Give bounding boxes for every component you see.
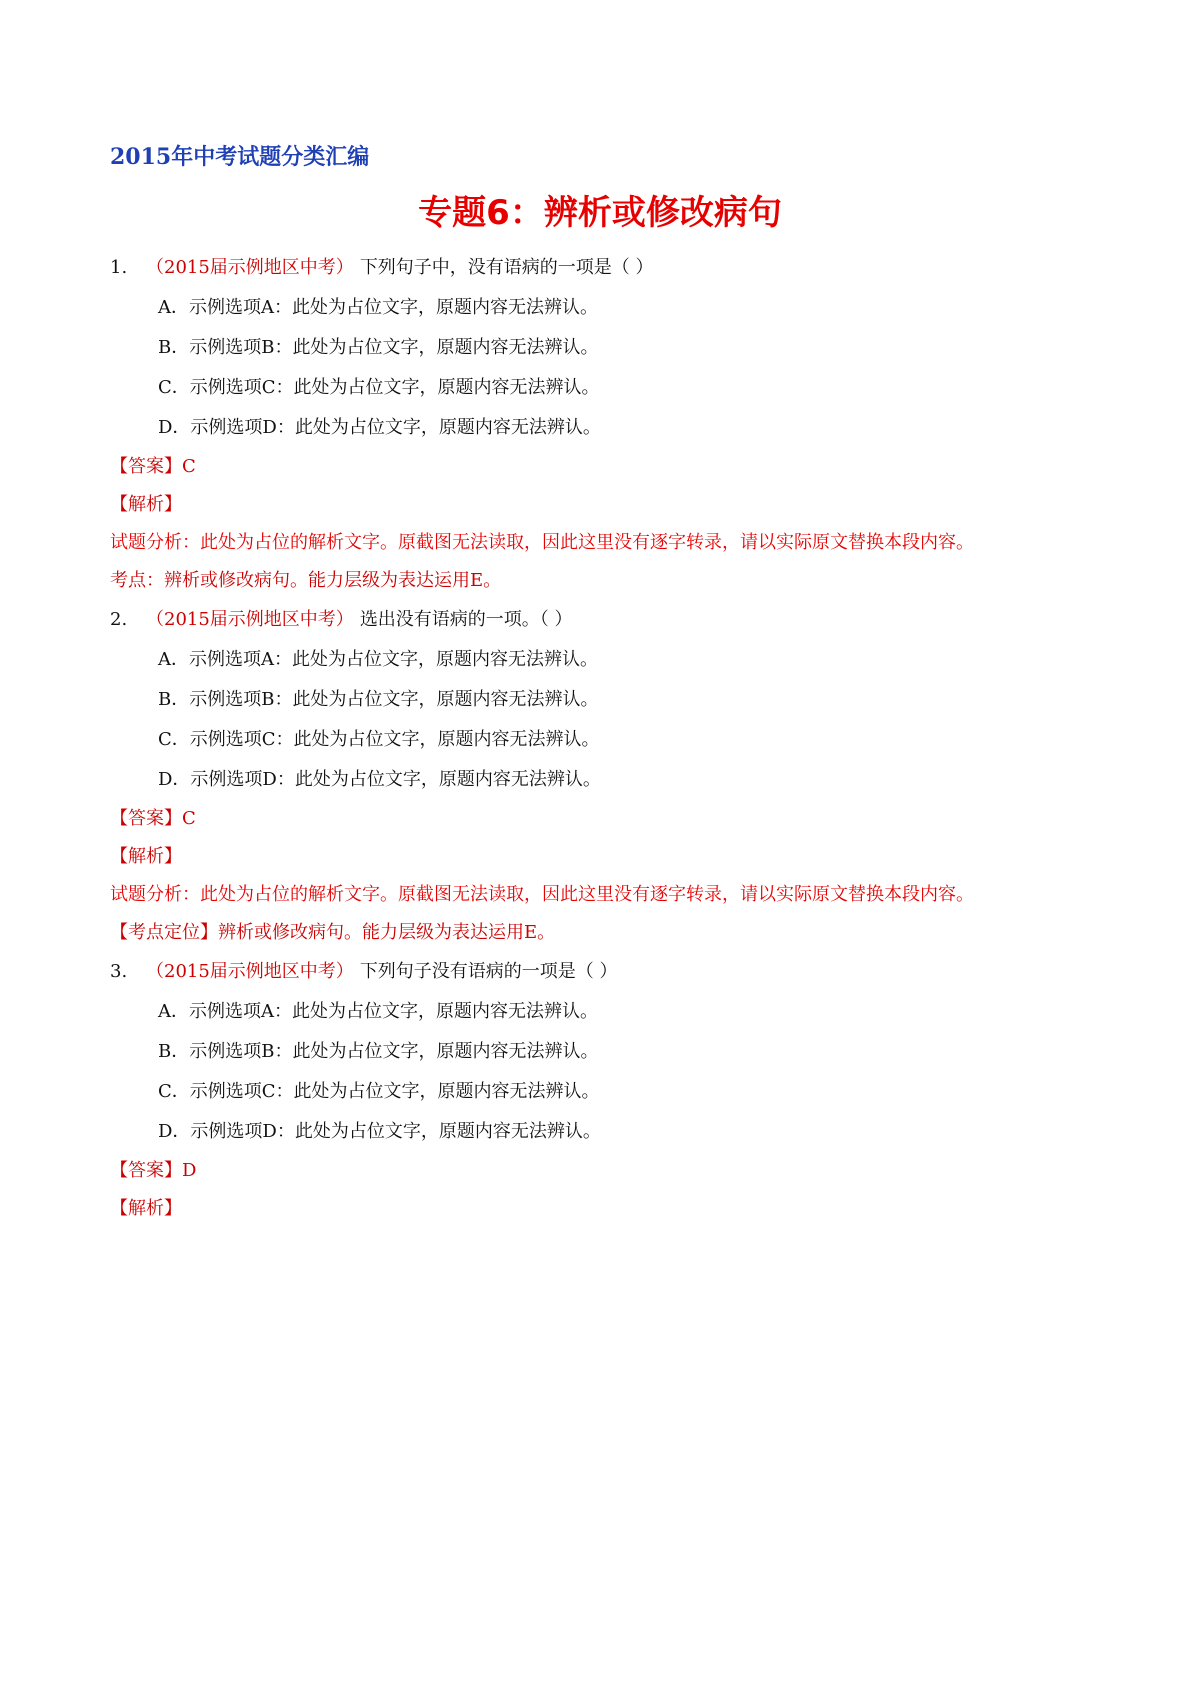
answer-label: 【答案】: [110, 1160, 182, 1181]
question-source: （2015届示例地区中考）: [146, 609, 354, 630]
question-source: （2015届示例地区中考）: [146, 961, 354, 982]
question-stem: [110, 248, 1090, 288]
option-d: D．示例选项D：此处为占位文字，原题内容无法辨认。: [158, 769, 601, 790]
kaodian-line: [110, 914, 1090, 952]
analysis-text: 试题分析：此处为占位的解析文字。原截图无法读取，因此这里没有逐字转录，请以实际原文替换本段内容。: [110, 884, 974, 905]
option-d: D．示例选项D：此处为占位文字，原题内容无法辨认。: [158, 1121, 601, 1142]
answer-label: 【答案】: [110, 456, 182, 477]
question-number: 3.: [110, 961, 128, 982]
question-number: 1.: [110, 257, 128, 278]
question-2: [110, 600, 1090, 952]
question-stem: [110, 952, 1090, 992]
answer-line: [110, 448, 1090, 486]
option-c: C．示例选项C：此处为占位文字，原题内容无法辨认。: [158, 377, 600, 398]
answer-line: [110, 800, 1090, 838]
analysis-label: 【解析】: [110, 494, 182, 515]
kaodian-line: [110, 562, 1090, 600]
kaodian-value: 辨析或修改病句。能力层级为表达运用E。: [218, 922, 556, 943]
question-prompt: 下列句子中，没有语病的一项是（ ）: [359, 257, 654, 278]
answer-value: C: [182, 808, 196, 829]
option-a: A．示例选项A：此处为占位文字，原题内容无法辨认。: [158, 297, 598, 318]
answer-value: D: [182, 1160, 197, 1181]
kaodian-label: 考点：: [110, 570, 164, 591]
answer-value: C: [182, 456, 196, 477]
kaodian-value: 辨析或修改病句。能力层级为表达运用E。: [164, 570, 502, 591]
option-c: C．示例选项C：此处为占位文字，原题内容无法辨认。: [158, 1081, 600, 1102]
question-number: 2.: [110, 609, 128, 630]
topic-title: 专题6：辨析或修改病句: [418, 193, 782, 233]
answer-label: 【答案】: [110, 808, 182, 829]
analysis-text: 试题分析：此处为占位的解析文字。原截图无法读取，因此这里没有逐字转录，请以实际原文替换本段内容。: [110, 532, 974, 553]
question-prompt: 选出没有语病的一项。（ ）: [359, 609, 573, 630]
analysis-label: 【解析】: [110, 846, 182, 867]
analysis-label: 【解析】: [110, 1198, 182, 1219]
option-a: A．示例选项A：此处为占位文字，原题内容无法辨认。: [158, 649, 598, 670]
question-prompt: 下列句子没有语病的一项是（ ）: [359, 961, 618, 982]
question-stem: [110, 600, 1090, 640]
series-heading: 2015年中考试题分类汇编: [110, 144, 370, 170]
option-d: D．示例选项D：此处为占位文字，原题内容无法辨认。: [158, 417, 601, 438]
option-c: C．示例选项C：此处为占位文字，原题内容无法辨认。: [158, 729, 600, 750]
question-3: [110, 952, 1090, 1228]
option-b: B．示例选项B：此处为占位文字，原题内容无法辨认。: [158, 337, 599, 358]
option-a: A．示例选项A：此处为占位文字，原题内容无法辨认。: [158, 1001, 598, 1022]
question-source: （2015届示例地区中考）: [146, 257, 354, 278]
answer-line: [110, 1152, 1090, 1190]
option-b: B．示例选项B：此处为占位文字，原题内容无法辨认。: [158, 689, 599, 710]
kaodian-label: 【考点定位】: [110, 922, 218, 943]
question-1: [110, 248, 1090, 600]
option-b: B．示例选项B：此处为占位文字，原题内容无法辨认。: [158, 1041, 599, 1062]
